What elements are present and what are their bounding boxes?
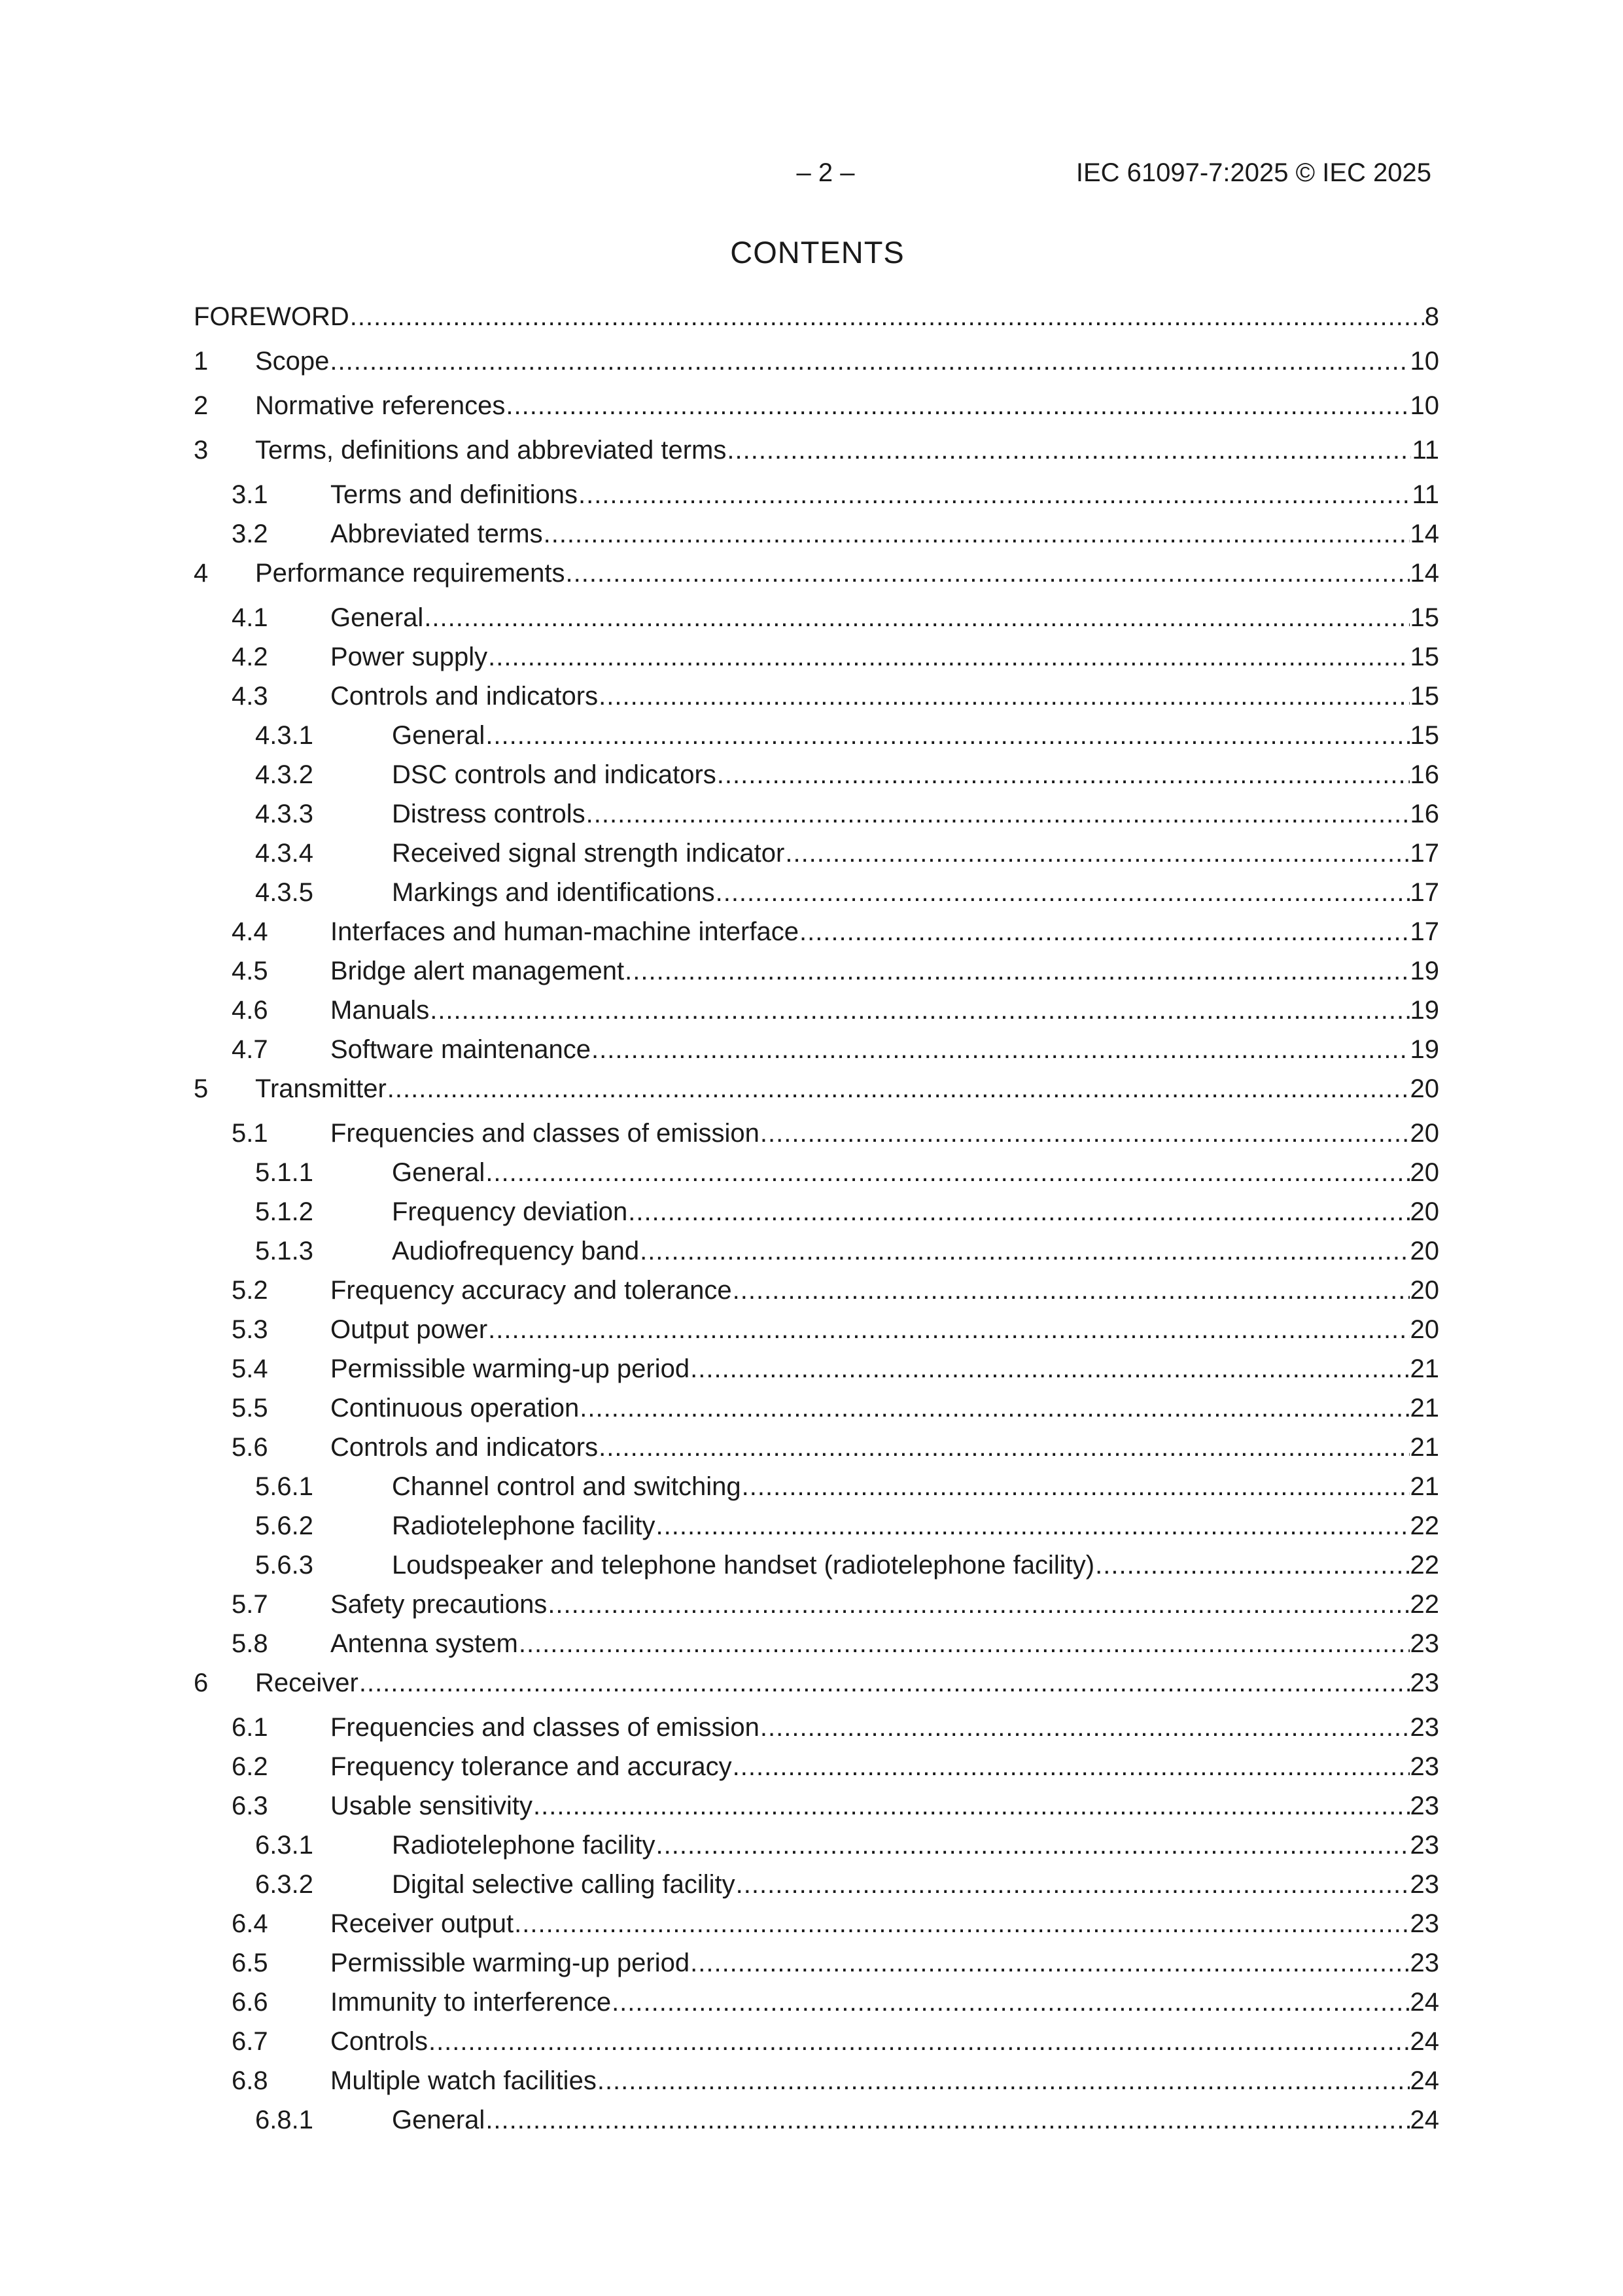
toc-entry[interactable] <box>194 759 1439 790</box>
dot-leader <box>485 2104 1409 2136</box>
toc-entry-number: 5.1 <box>232 1119 268 1148</box>
toc-entry-number: 6 <box>194 1669 209 1697</box>
toc-entry-page: 23 <box>1410 1870 1439 1899</box>
dot-leader <box>430 995 1409 1026</box>
toc-entry-page: 23 <box>1410 1629 1439 1658</box>
toc-entry-page: 15 <box>1410 721 1439 750</box>
toc-entry-title: Receiver output <box>330 1909 514 1938</box>
toc-entry-number: 2 <box>194 391 209 420</box>
toc-entry-number: 6.1 <box>232 1713 268 1742</box>
dot-leader <box>586 798 1410 830</box>
toc-entry-number: 4.3.1 <box>255 721 313 750</box>
toc-entry-title: Markings and identifications <box>392 878 715 907</box>
toc-entry[interactable] <box>194 2065 1439 2096</box>
dot-leader <box>599 680 1409 712</box>
toc-entry-number: 5.4 <box>232 1354 268 1383</box>
toc-entry-title: Frequency tolerance and accuracy <box>330 1752 732 1781</box>
toc-entry-title: Received signal strength indicator <box>392 839 785 868</box>
toc-entry-page: 20 <box>1410 1276 1439 1305</box>
toc-entry-number: 3.2 <box>232 520 268 548</box>
toc-entry-page: 20 <box>1410 1197 1439 1226</box>
toc-entry-title: Frequency deviation <box>392 1197 628 1226</box>
toc-entry-number: 5.8 <box>232 1629 268 1658</box>
toc-entry-number: 6.3 <box>232 1792 268 1820</box>
toc-entry-page: 20 <box>1410 1315 1439 1344</box>
toc-entry[interactable] <box>194 1510 1439 1542</box>
toc-entry-title: Abbreviated terms <box>330 520 543 548</box>
toc-entry-number: 5.2 <box>232 1276 268 1305</box>
toc-entry-title: DSC controls and indicators <box>392 760 716 789</box>
dot-leader <box>690 1353 1409 1385</box>
toc-entry-number: 5.1.1 <box>255 1158 313 1187</box>
toc-entry-page: 16 <box>1410 760 1439 789</box>
toc-entry-page: 16 <box>1410 800 1439 828</box>
toc-entry-page: 23 <box>1410 1752 1439 1781</box>
dot-leader <box>387 1073 1410 1104</box>
toc-entry[interactable] <box>194 995 1439 1026</box>
toc-entry[interactable] <box>194 1235 1439 1267</box>
toc-entry-page: 23 <box>1410 1669 1439 1697</box>
toc-entry-page: 15 <box>1410 603 1439 632</box>
toc-entry[interactable] <box>194 1947 1439 1979</box>
toc-entry-number: 5.1.3 <box>255 1237 313 1265</box>
toc-entry-page: 15 <box>1410 643 1439 671</box>
toc-entry-title: General <box>330 603 424 632</box>
toc-entry-title: Terms and definitions <box>330 480 578 509</box>
toc-entry-page: 21 <box>1410 1354 1439 1383</box>
toc-entry-number: 4.7 <box>232 1035 268 1064</box>
toc-entry-page: 14 <box>1410 559 1439 588</box>
toc-entry-number: 6.6 <box>232 1988 268 2017</box>
toc-entry-page: 17 <box>1410 839 1439 868</box>
toc-entry-page: 19 <box>1410 1035 1439 1064</box>
toc-entry-number: 4.3.3 <box>255 800 313 828</box>
toc-entry-page: 23 <box>1410 1831 1439 1860</box>
toc-entry-number: 6.3.1 <box>255 1831 313 1860</box>
toc-entry-title: Channel control and switching <box>392 1472 741 1501</box>
toc-entry-page: 21 <box>1410 1472 1439 1501</box>
toc-entry-title: Loudspeaker and telephone handset (radiotelephone facility) <box>392 1551 1095 1580</box>
toc-entry-number: 5 <box>194 1074 209 1103</box>
toc-entry-title: General <box>392 721 485 750</box>
toc-entry-title: Output power <box>330 1315 488 1344</box>
dot-leader <box>625 955 1409 987</box>
toc-entry-title: Permissible warming-up period <box>330 1354 690 1383</box>
toc-entry-title: Permissible warming-up period <box>330 1949 690 1977</box>
toc-entry[interactable] <box>194 1829 1439 1861</box>
toc-entry-page: 23 <box>1410 1949 1439 1977</box>
toc-entry[interactable] <box>194 916 1439 947</box>
toc-entry-number: 6.5 <box>232 1949 268 1977</box>
toc-entry-number: 1 <box>194 347 209 376</box>
toc-entry-page: 20 <box>1410 1119 1439 1148</box>
toc-entry-page: 22 <box>1410 1511 1439 1540</box>
toc-entry-number: 3 <box>194 436 209 465</box>
toc-entry-title: Performance requirements <box>255 559 565 588</box>
toc-entry[interactable] <box>194 1314 1439 1345</box>
toc-entry-number: 5.6 <box>232 1433 268 1462</box>
dot-leader <box>742 1471 1410 1502</box>
toc-entry[interactable] <box>194 1432 1439 1463</box>
toc-entry-number: 5.7 <box>232 1590 268 1619</box>
dot-leader <box>760 1118 1410 1149</box>
dot-leader <box>485 1157 1409 1188</box>
toc-entry[interactable] <box>194 1987 1439 2018</box>
toc-entry[interactable] <box>194 1353 1439 1385</box>
toc-entry-page: 20 <box>1410 1074 1439 1103</box>
toc-entry-title: FOREWORD <box>194 302 349 331</box>
toc-entry-title: Frequency accuracy and tolerance <box>330 1276 732 1305</box>
page-number: – 2 – <box>796 158 855 187</box>
dot-leader <box>760 1712 1410 1743</box>
toc-entry-title: Bridge alert management <box>330 957 625 985</box>
toc-entry[interactable] <box>194 1118 1439 1149</box>
toc-entry[interactable] <box>194 602 1439 633</box>
toc-entry[interactable] <box>194 1392 1439 1424</box>
dot-leader <box>717 759 1410 790</box>
toc-entry-number: 6.7 <box>232 2027 268 2056</box>
toc-entry-number: 5.6.1 <box>255 1472 313 1501</box>
dot-leader <box>578 479 1412 510</box>
dot-leader <box>488 1314 1409 1345</box>
toc-entry-page: 24 <box>1410 1988 1439 2017</box>
toc-entry-number: 4 <box>194 559 209 588</box>
dot-leader <box>506 390 1409 421</box>
dot-leader <box>533 1790 1409 1822</box>
dot-leader <box>628 1196 1409 1227</box>
toc-entry-number: 6.2 <box>232 1752 268 1781</box>
toc-entry[interactable] <box>194 798 1439 830</box>
toc-entry[interactable] <box>194 1034 1439 1065</box>
toc-entry[interactable] <box>194 1549 1439 1581</box>
dot-leader <box>488 641 1409 673</box>
toc-entry-number: 4.5 <box>232 957 268 985</box>
toc-entry-number: 6.4 <box>232 1909 268 1938</box>
toc-entry[interactable] <box>194 1790 1439 1822</box>
toc-entry-title: Digital selective calling facility <box>392 1870 735 1899</box>
dot-leader <box>733 1275 1410 1306</box>
dot-leader <box>640 1235 1409 1267</box>
dot-leader <box>799 916 1410 947</box>
toc-entry-page: 17 <box>1410 878 1439 907</box>
toc-entry-page: 17 <box>1410 917 1439 946</box>
dot-leader <box>330 345 1409 377</box>
toc-entry[interactable] <box>194 1751 1439 1782</box>
toc-entry-page: 23 <box>1410 1713 1439 1742</box>
toc-entry-title: Controls <box>330 2027 428 2056</box>
toc-entry[interactable] <box>194 1908 1439 1939</box>
contents-heading: CONTENTS <box>730 235 905 270</box>
toc-entry-page: 24 <box>1410 2027 1439 2056</box>
toc-entry[interactable] <box>194 301 1439 332</box>
toc-entry-page: 21 <box>1410 1433 1439 1462</box>
dot-leader <box>690 1947 1409 1979</box>
toc-entry-page: 11 <box>1412 480 1439 509</box>
toc-entry-page: 15 <box>1410 682 1439 711</box>
toc-entry-number: 4.4 <box>232 917 268 946</box>
toc-entry-number: 6.8 <box>232 2066 268 2095</box>
toc-entry-title: Radiotelephone facility <box>392 1831 655 1860</box>
toc-entry[interactable] <box>194 838 1439 869</box>
toc-entry-number: 4.1 <box>232 603 268 632</box>
toc-entry[interactable] <box>194 1628 1439 1659</box>
dot-leader <box>599 1432 1409 1463</box>
toc-entry-number: 5.6.2 <box>255 1511 313 1540</box>
toc-entry-title: Power supply <box>330 643 488 671</box>
toc-entry-number: 4.3 <box>232 682 268 711</box>
dot-leader <box>733 1751 1410 1782</box>
dot-leader <box>428 2026 1410 2057</box>
toc-entry-page: 8 <box>1424 302 1439 331</box>
toc-entry-title: Receiver <box>255 1669 358 1697</box>
toc-entry-title: Continuous operation <box>330 1394 580 1422</box>
dot-leader <box>655 1510 1409 1542</box>
toc-entry-number: 5.6.3 <box>255 1551 313 1580</box>
toc-entry[interactable] <box>194 345 1439 377</box>
toc-entry-number: 5.5 <box>232 1394 268 1422</box>
toc-entry-title: Antenna system <box>330 1629 518 1658</box>
toc-entry-number: 4.3.2 <box>255 760 313 789</box>
toc-entry[interactable] <box>194 1157 1439 1188</box>
dot-leader <box>591 1034 1409 1065</box>
toc-entry-page: 11 <box>1412 436 1439 465</box>
dot-leader <box>655 1829 1409 1861</box>
dot-leader <box>485 720 1409 751</box>
toc-entry[interactable] <box>194 641 1439 673</box>
toc-entry[interactable] <box>194 955 1439 987</box>
dot-leader <box>1095 1549 1409 1581</box>
toc-entry[interactable] <box>194 1275 1439 1306</box>
toc-entry-title: Interfaces and human-machine interface <box>330 917 799 946</box>
toc-entry-page: 10 <box>1410 391 1439 420</box>
toc-entry-title: Multiple watch facilities <box>330 2066 597 2095</box>
toc-entry[interactable] <box>194 720 1439 751</box>
toc-entry-title: Manuals <box>330 996 430 1025</box>
toc-entry[interactable] <box>194 1667 1439 1699</box>
dot-leader <box>597 2065 1410 2096</box>
toc-entry-title: Safety precautions <box>330 1590 548 1619</box>
toc-entry[interactable] <box>194 479 1439 510</box>
dot-leader <box>716 877 1410 908</box>
toc-entry[interactable] <box>194 680 1439 712</box>
dot-leader <box>566 557 1410 589</box>
toc-entry-page: 21 <box>1410 1394 1439 1422</box>
toc-entry-number: 3.1 <box>232 480 268 509</box>
toc-entry[interactable] <box>194 557 1439 589</box>
toc-entry-page: 14 <box>1410 520 1439 548</box>
toc-entry-title: Frequencies and classes of emission <box>330 1713 759 1742</box>
toc-entry-title: Terms, definitions and abbreviated terms <box>255 436 727 465</box>
toc-entry-page: 20 <box>1410 1237 1439 1265</box>
toc-entry-title: General <box>392 2106 485 2134</box>
toc-entry-title: Controls and indicators <box>330 1433 599 1462</box>
toc-entry-number: 4.6 <box>232 996 268 1025</box>
toc-entry-number: 4.2 <box>232 643 268 671</box>
toc-entry-page: 23 <box>1410 1909 1439 1938</box>
toc-entry[interactable] <box>194 518 1439 550</box>
toc-entry-page: 19 <box>1410 996 1439 1025</box>
toc-entry-page: 10 <box>1410 347 1439 376</box>
toc-entry[interactable] <box>194 1073 1439 1104</box>
toc-entry[interactable] <box>194 877 1439 908</box>
dot-leader <box>424 602 1409 633</box>
toc-entry-number: 5.1.2 <box>255 1197 313 1226</box>
dot-leader <box>727 434 1411 466</box>
toc-entry-number: 4.3.5 <box>255 878 313 907</box>
toc-entry-number: 4.3.4 <box>255 839 313 868</box>
toc-entry-page: 23 <box>1410 1792 1439 1820</box>
toc-entry[interactable] <box>194 1196 1439 1227</box>
toc-entry-title: Radiotelephone facility <box>392 1511 655 1540</box>
toc-entry-title: Immunity to interference <box>330 1988 612 2017</box>
toc-entry-title: Usable sensitivity <box>330 1792 533 1820</box>
toc-entry[interactable] <box>194 1589 1439 1620</box>
toc-entry-page: 22 <box>1410 1551 1439 1580</box>
toc-entry[interactable] <box>194 434 1439 466</box>
toc-entry-title: Distress controls <box>392 800 585 828</box>
dot-leader <box>544 518 1410 550</box>
toc-entry-title: Normative references <box>255 391 506 420</box>
toc-entry-title: Software maintenance <box>330 1035 591 1064</box>
toc-entry-number: 6.3.2 <box>255 1870 313 1899</box>
toc-entry-number: 6.8.1 <box>255 2106 313 2134</box>
dot-leader <box>612 1987 1409 2018</box>
toc-entry-page: 20 <box>1410 1158 1439 1187</box>
toc-entry-title: General <box>392 1158 485 1187</box>
toc-entry[interactable] <box>194 1471 1439 1502</box>
toc-entry-title: Scope <box>255 347 330 376</box>
toc-entry[interactable] <box>194 390 1439 421</box>
toc-entry-number: 5.3 <box>232 1315 268 1344</box>
dot-leader <box>519 1628 1410 1659</box>
toc-entry[interactable] <box>194 2026 1439 2057</box>
document-identifier: IEC 61097-7:2025 © IEC 2025 <box>1075 158 1431 187</box>
toc-entry-title: Controls and indicators <box>330 682 599 711</box>
dot-leader <box>514 1908 1409 1939</box>
dot-leader <box>548 1589 1409 1620</box>
toc-entry-page: 22 <box>1410 1590 1439 1619</box>
toc-entry[interactable] <box>194 2104 1439 2136</box>
toc-entry-page: 24 <box>1410 2066 1439 2095</box>
dot-leader <box>580 1392 1409 1424</box>
dot-leader <box>736 1869 1410 1900</box>
toc-entry-title: Audiofrequency band <box>392 1237 640 1265</box>
dot-leader <box>359 1667 1410 1699</box>
toc-entry[interactable] <box>194 1712 1439 1743</box>
toc-entry[interactable] <box>194 1869 1439 1900</box>
dot-leader <box>785 838 1409 869</box>
toc-entry-title: Frequencies and classes of emission <box>330 1119 759 1148</box>
toc-entry-page: 19 <box>1410 957 1439 985</box>
toc-entry-title: Transmitter <box>255 1074 387 1103</box>
dot-leader <box>350 301 1424 332</box>
toc-entry-page: 24 <box>1410 2106 1439 2134</box>
